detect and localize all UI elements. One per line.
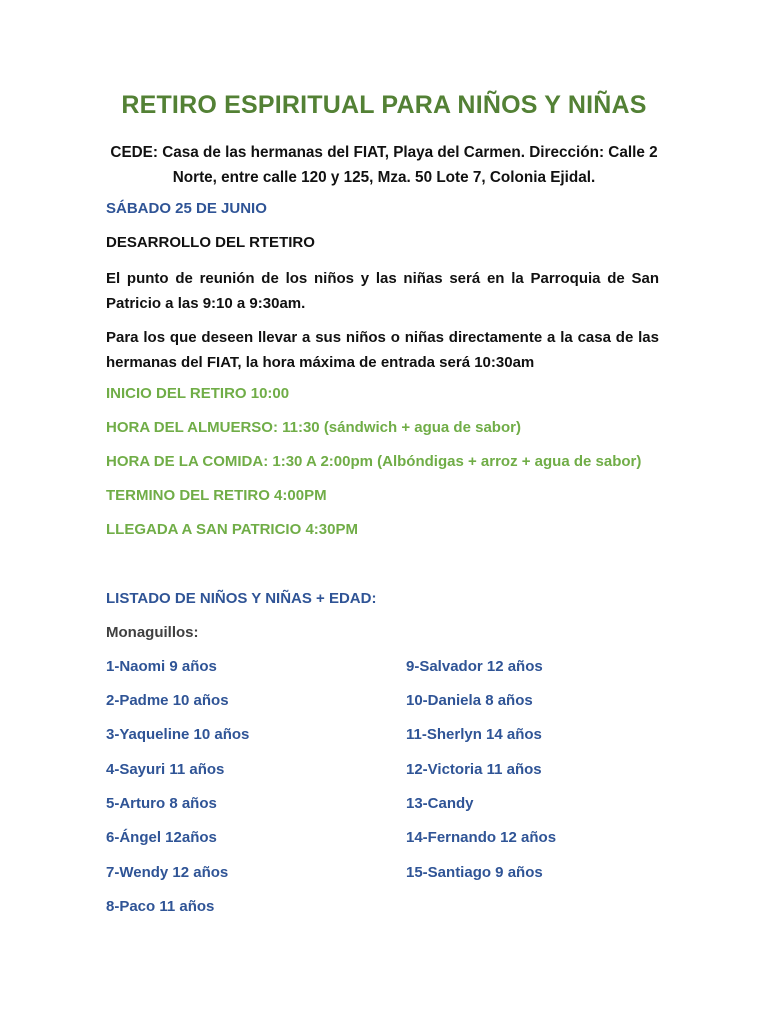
schedule-item-end: TERMINO DEL RETIRO 4:00PM bbox=[106, 487, 327, 504]
list-heading: LISTADO DE NIÑOS Y NIÑAS + EDAD: bbox=[106, 590, 377, 607]
list-item: 10-Daniela 8 años bbox=[406, 692, 533, 709]
list-item: 7-Wendy 12 años bbox=[106, 864, 229, 881]
list-item: 6-Ángel 12años bbox=[106, 829, 217, 846]
list-item: 8-Paco 11 años bbox=[106, 898, 215, 915]
meeting-point-paragraph: El punto de reunión de los niños y las niñas será en la Parroquia de San Patricio a las 9:10 a 9:30am. bbox=[106, 270, 659, 312]
list-item: 2-Padme 10 años bbox=[106, 692, 229, 709]
list-item: 12-Victoria 11 años bbox=[406, 761, 542, 778]
list-item: 1-Naomi 9 años bbox=[106, 658, 217, 675]
group-label: Monaguillos: bbox=[106, 624, 199, 641]
list-item: 4-Sayuri 11 años bbox=[106, 761, 225, 778]
list-item: 5-Arturo 8 años bbox=[106, 795, 217, 812]
schedule-item-arrival: LLEGADA A SAN PATRICIO 4:30PM bbox=[106, 521, 358, 538]
schedule-item-snack: HORA DEL ALMUERSO: 11:30 (sándwich + agua de sabor) bbox=[106, 419, 521, 436]
schedule-item-start: INICIO DEL RETIRO 10:00 bbox=[106, 385, 290, 402]
venue-address: CEDE: Casa de las hermanas del FIAT, Playa del Carmen. Dirección: Calle 2 Norte, entre calle 120 y 125, Mza. 50 Lote 7, Colonia Ejidal. bbox=[110, 144, 658, 186]
list-item: 9-Salvador 12 años bbox=[406, 658, 543, 675]
list-item: 13-Candy bbox=[406, 795, 474, 812]
event-date: SÁBADO 25 DE JUNIO bbox=[106, 200, 267, 217]
list-item: 15-Santiago 9 años bbox=[406, 864, 543, 881]
list-item: 14-Fernando 12 años bbox=[406, 829, 557, 846]
schedule-item-lunch: HORA DE LA COMIDA: 1:30 A 2:00pm (Albóndigas + arroz + agua de sabor) bbox=[106, 453, 642, 470]
list-item: 3-Yaqueline 10 años bbox=[106, 726, 250, 743]
document-title: RETIRO ESPIRITUAL PARA NIÑOS Y NIÑAS bbox=[121, 91, 647, 119]
list-item: 11-Sherlyn 14 años bbox=[406, 726, 542, 743]
section-heading: DESARROLLO DEL RTETIRO bbox=[106, 234, 315, 251]
direct-dropoff-paragraph: Para los que deseen llevar a sus niños o niñas directamente a la casa de las hermanas del FIAT, la hora máxima de entrada será 10:30am bbox=[106, 329, 659, 371]
